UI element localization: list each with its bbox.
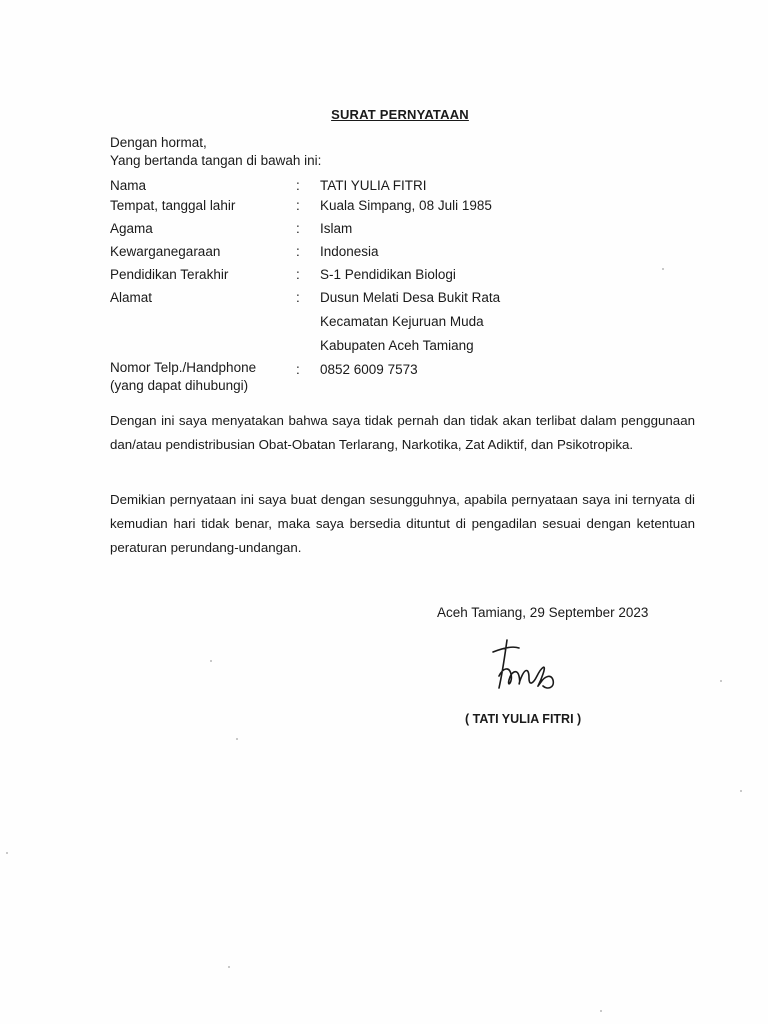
field-label-note: (yang dapat dihubungi) xyxy=(110,378,249,393)
scan-speck xyxy=(228,966,230,968)
field-value: 0852 6009 7573 xyxy=(320,362,418,377)
field-row-alamat xyxy=(110,289,630,361)
field-label: Kewarganegaraan xyxy=(110,244,221,259)
field-colon: : xyxy=(296,267,300,282)
address-line: Kabupaten Aceh Tamiang xyxy=(320,338,474,353)
field-value: Islam xyxy=(320,221,353,236)
scan-speck xyxy=(236,738,238,740)
field-label: Tempat, tanggal lahir xyxy=(110,198,236,213)
field-colon: : xyxy=(296,244,300,259)
greeting-block xyxy=(110,134,321,170)
letter-title: SURAT PERNYATAAN xyxy=(331,107,469,122)
field-value: TATI YULIA FITRI xyxy=(320,178,427,193)
field-colon: : xyxy=(296,290,300,305)
handwritten-signature xyxy=(485,632,565,702)
scan-speck xyxy=(210,660,212,662)
field-value: Indonesia xyxy=(320,244,379,259)
field-row-ttl xyxy=(110,197,630,219)
field-label: Alamat xyxy=(110,290,153,305)
field-colon: : xyxy=(296,362,300,377)
address-line: Dusun Melati Desa Bukit Rata xyxy=(320,290,501,305)
field-row-agama xyxy=(110,220,630,242)
field-label: Agama xyxy=(110,221,153,236)
scan-speck xyxy=(720,680,722,682)
field-colon: : xyxy=(296,221,300,236)
field-row-telepon xyxy=(110,359,630,399)
field-label: Pendidikan Terakhir xyxy=(110,267,229,282)
field-colon: : xyxy=(296,178,300,193)
field-colon: : xyxy=(296,198,300,213)
signer-name: ( TATI YULIA FITRI ) xyxy=(465,712,582,726)
field-row-kewarganegaraan xyxy=(110,243,630,265)
scan-speck xyxy=(6,852,8,854)
closing-paragraph: Demikian pernyataan ini saya buat dengan sesungguhnya, apabila pernyataan saya ini ternyata di kemudian hari tidak benar, maka saya bersedia dituntut di pengadilan sesuai dengan ketentuan peraturan perundang-undangan. xyxy=(110,492,695,555)
field-value: Kuala Simpang, 08 Juli 1985 xyxy=(320,198,492,213)
field-row-pendidikan xyxy=(110,266,630,288)
statement-paragraph: Dengan ini saya menyatakan bahwa saya tidak pernah dan tidak akan terlibat dalam penggunaan dan/atau pendistribusian Obat-Obatan Terlarang, Narkotika, Zat Adiktif, dan Psikotropika. xyxy=(110,413,695,452)
address-block xyxy=(320,286,500,358)
address-line: Kecamatan Kejuruan Muda xyxy=(320,314,484,329)
field-label-block xyxy=(110,359,296,395)
scan-speck xyxy=(740,790,742,792)
field-value: S-1 Pendidikan Biologi xyxy=(320,267,456,282)
field-row-nama xyxy=(110,177,630,199)
scan-speck xyxy=(600,1010,602,1012)
scan-speck xyxy=(662,268,664,270)
salutation: Dengan hormat, xyxy=(110,135,207,150)
intro-line: Yang bertanda tangan di bawah ini: xyxy=(110,153,322,168)
place-date: Aceh Tamiang, 29 September 2023 xyxy=(437,605,649,620)
field-label: Nama xyxy=(110,178,147,193)
field-label: Nomor Telp./Handphone xyxy=(110,360,257,375)
